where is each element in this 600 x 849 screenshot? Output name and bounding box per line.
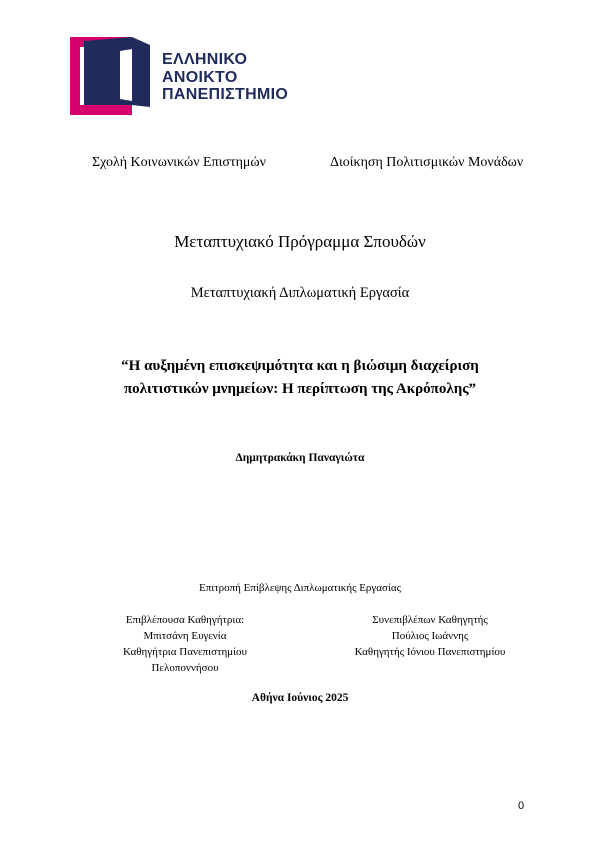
co-supervisor-role: Συνεπιβλέπων Καθηγητής (372, 614, 488, 626)
page-number: 0 (518, 800, 525, 812)
co-supervisor-block (330, 612, 530, 660)
logo-line-1: ΕΛΛΗΝΙΚΟ (162, 51, 248, 68)
school-name: Σχολή Κοινωνικών Επιστημών (92, 155, 266, 170)
logo-emblem (70, 37, 160, 115)
supervisor-institution: Πελοποννήσου (151, 662, 219, 674)
thesis-title (0, 355, 600, 401)
thesis-title-line-1: “Η αυξημένη επισκεψιμότητα και η βιώσιμη διαχείριση (121, 358, 479, 374)
committee-heading: Επιτροπή Επίβλεψης Διπλωματικής Εργασίας (198, 582, 402, 594)
thesis-type: Μεταπτυχιακή Διπλωματική Εργασία (190, 285, 410, 301)
logo-line-2: ΑΝΟΙΚΤΟ (162, 68, 238, 86)
supervisor-title: Καθηγήτρια Πανεπιστημίου (122, 646, 248, 658)
place-and-date: Αθήνα Ιούνιος 2025 (251, 692, 349, 704)
logo-wordmark (162, 51, 288, 104)
administration-name: Διοίκηση Πολιτισμικών Μονάδων (330, 155, 524, 170)
thesis-title-line-2: πολιτιστικών μνημείων: Η περίπτωση της Ακρόπολης” (123, 381, 477, 397)
co-supervisor-name: Πούλιος Ιωάννης (391, 630, 469, 642)
supervisor-block (95, 612, 275, 676)
program-name: Μεταπτυχιακό Πρόγραμμα Σπουδών (174, 232, 426, 251)
logo-line-3: ΠΑΝΕΠΙΣΤΗΜΙΟ (162, 86, 289, 103)
supervisor-role: Επιβλέπουσα Καθηγήτρια: (125, 614, 245, 626)
co-supervisor-title: Καθηγητής Ιόνιου Πανεπιστημίου (354, 646, 506, 658)
author-name: Δημητρακάκη Παναγιώτα (235, 452, 365, 464)
supervisor-name: Μπιτσάνη Ευγενία (143, 630, 227, 642)
university-logo (70, 37, 310, 115)
